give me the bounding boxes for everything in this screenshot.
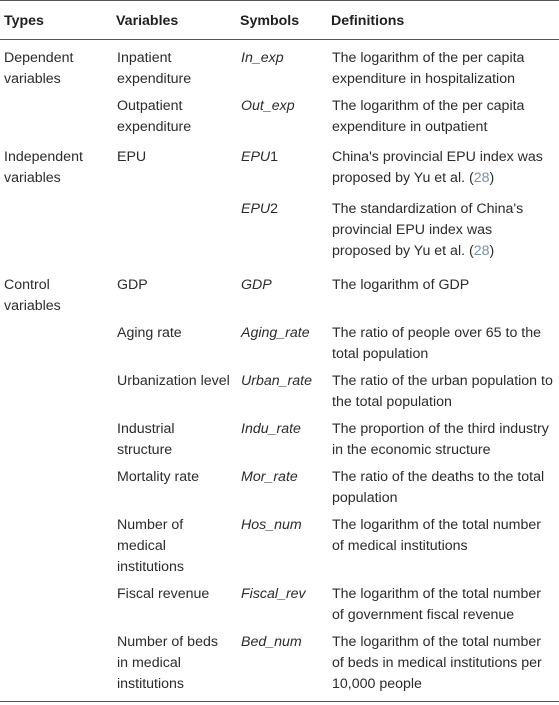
symbol-cell: Aging_rate	[241, 325, 310, 341]
type-cell	[0, 93, 112, 144]
variable-cell: Urbanization level	[117, 373, 230, 389]
table-row	[0, 268, 559, 320]
symbol-cell: Urban_rate	[241, 373, 312, 389]
header-symbols: Symbols	[236, 1, 327, 40]
type-cell	[0, 192, 112, 268]
variable-cell: Number of beds in medical institutions	[117, 634, 218, 692]
type-cell: Independent variables	[4, 149, 83, 186]
table-row	[0, 464, 559, 512]
variable-cell: Number of medical institutions	[117, 517, 185, 575]
variable-cell: Outpatient expenditure	[117, 98, 192, 135]
header-variables: Variables	[112, 1, 236, 40]
definition-text: China's provincial EPU index was proposed by Yu et al. (	[332, 149, 543, 186]
symbol-cell: Fiscal_rev	[241, 586, 306, 602]
type-cell	[0, 581, 112, 629]
table-row	[0, 192, 559, 268]
table-row	[0, 629, 559, 702]
definition-cell: The logarithm of the per capita expenditure in outpatient	[332, 98, 525, 135]
citation-link[interactable]: 28	[473, 170, 490, 186]
definition-text: The standardization of China's provincial EPU index was proposed by Yu et al. (	[332, 201, 524, 259]
header-definitions: Definitions	[327, 1, 559, 40]
table-row	[0, 512, 559, 581]
symbol-suffix: 1	[270, 149, 279, 165]
citation-link[interactable]: 28	[473, 243, 490, 259]
definition-cell: The logarithm of the total number of beds in medical institutions per 10,000 people	[332, 634, 542, 692]
variable-cell: EPU	[117, 149, 147, 165]
symbol-cell: Mor_rate	[241, 469, 298, 485]
definition-cell: The ratio of the deaths to the total population	[332, 469, 545, 506]
table-header-row	[0, 1, 559, 40]
type-cell	[0, 416, 112, 464]
type-cell	[0, 512, 112, 581]
variable-cell: GDP	[117, 277, 148, 293]
definition-end: )	[489, 243, 495, 259]
table-row	[0, 144, 559, 192]
symbol-cell: Indu_rate	[241, 421, 301, 437]
variable-cell: Aging rate	[117, 325, 182, 341]
type-cell	[0, 629, 112, 702]
table-row	[0, 581, 559, 629]
table-row	[0, 320, 559, 368]
definition-cell	[327, 144, 559, 192]
symbol-cell	[236, 144, 327, 192]
table-row	[0, 93, 559, 144]
symbol-text: EPU	[241, 149, 271, 165]
type-cell: Control variables	[4, 277, 61, 314]
definition-cell: The proportion of the third industry in the economic structure	[332, 421, 549, 458]
symbol-cell: GDP	[241, 277, 272, 293]
table-row	[0, 416, 559, 464]
definition-cell: The ratio of the urban population to the total population	[332, 373, 553, 410]
symbol-cell: In_exp	[241, 50, 284, 66]
variable-cell: Industrial structure	[117, 421, 175, 458]
symbol-cell	[236, 192, 327, 268]
type-cell: Dependent variables	[4, 50, 74, 87]
type-cell	[0, 368, 112, 416]
table-row	[0, 40, 559, 94]
type-cell	[0, 464, 112, 512]
header-types: Types	[0, 1, 112, 40]
variable-cell: Fiscal revenue	[117, 586, 210, 602]
variable-cell: Inpatient expenditure	[117, 50, 192, 87]
definition-cell: The logarithm of the total number of government fiscal revenue	[332, 586, 541, 623]
symbol-cell: Bed_num	[241, 634, 302, 650]
definition-cell: The logarithm of GDP	[332, 277, 470, 293]
definition-cell	[327, 192, 559, 268]
definition-end: )	[489, 170, 495, 186]
definition-cell: The ratio of people over 65 to the total population	[332, 325, 542, 362]
table-row	[0, 368, 559, 416]
variable-cell	[112, 192, 236, 268]
symbol-text: EPU	[241, 201, 271, 217]
symbol-cell: Hos_num	[241, 517, 302, 533]
type-cell	[0, 320, 112, 368]
variable-cell: Mortality rate	[117, 469, 199, 485]
definition-cell: The logarithm of the total number of medical institutions	[332, 517, 541, 554]
definition-cell: The logarithm of the per capita expenditure in hospitalization	[332, 50, 525, 87]
symbol-cell: Out_exp	[241, 98, 295, 114]
symbol-suffix: 2	[270, 201, 279, 217]
